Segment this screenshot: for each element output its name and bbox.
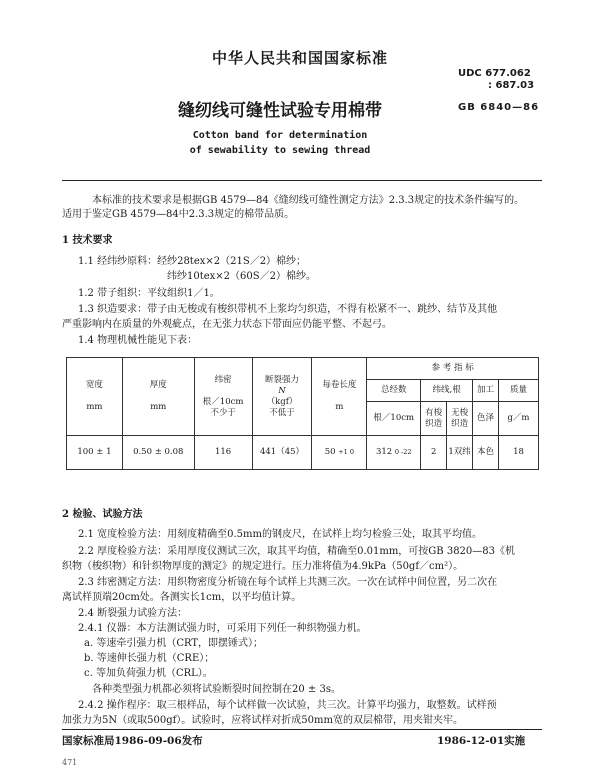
mass-unit: g／m: [499, 402, 539, 436]
value-color: 本色: [473, 436, 499, 470]
issuing-organization: 中华人民共和国国家标准: [211, 49, 388, 67]
col-breaking-strength-header: 断裂强力 N （kgf） 不低于: [252, 358, 312, 436]
clause-2-4-1: 2.4.1 仪器：本方法测试强力时，可采用下列任一种织物强力机。: [78, 623, 367, 634]
intro-line1: 本标准的技术要求是根据GB 4579—84《缝纫线可缝性测定方法》2.3.3规定的技术条件编写的。: [92, 195, 525, 206]
value-breaking-strength: 441（45）: [252, 436, 312, 470]
clause-2-2: 2.2 厚度检验方法：采用厚度仪测试三次，取其平均值，精确至0.01mm，可按GB 3820—83《机: [78, 546, 516, 557]
col-length-header: 每卷长度 m: [312, 358, 367, 436]
length-tolerance: +1 0: [338, 448, 355, 456]
warp-tolerance: 0 -22: [394, 448, 412, 456]
clause-2-4-2: 2.4.2 操作程序：取三根样品，每个试样做一次试验，共三次。计算平均强力，取整数。试样预: [78, 700, 497, 711]
section1-heading: 1 技术要求: [62, 235, 113, 246]
instrument-c: c. 等加负荷强力机（CRL）。: [84, 668, 213, 679]
clause-1-4: 1.4 物理机械性能见下表：: [78, 335, 198, 346]
value-length: 50 +1 0: [312, 436, 367, 470]
clause-2-1: 2.1 宽度检验方法：用刻度精确至0.5mm的钢皮尺，在试样上均匀检验三处，取其平均值。: [78, 529, 482, 540]
header-divider: [62, 180, 542, 181]
clause-2-3-cont: 离试样顶端20cm处。各测实长1cm，以平均值计算。: [62, 592, 302, 603]
english-title-line1: Cotton band for determination: [192, 130, 368, 141]
clause-1-2: 1.2 带子组织：平纹组织1／1。: [78, 288, 220, 299]
instrument-b: b. 等速伸长强力机（CRE）；: [84, 653, 215, 664]
value-thickness: 0.50 ± 0.08: [122, 436, 194, 470]
total-warp-header: 总经数: [367, 380, 421, 402]
issue-date: 国家标准局1986-09-06发布: [62, 735, 203, 747]
udc-code: UDC 677.062: [458, 68, 531, 79]
effective-date: 1986-12-01实施: [437, 735, 526, 747]
clause-1-1-weft: 纬纱10tex×2（60S／2）棉纱。: [167, 271, 316, 282]
col-thickness-header: 厚度 mm: [122, 358, 194, 436]
clause-1-1: 1.1 经纬纱原料：经纱28tex×2（21S／2）棉纱；: [78, 256, 307, 267]
col-weft-density-header: 纬密 根／10cm 不少于: [194, 358, 252, 436]
color-header: 色泽: [473, 402, 499, 436]
clause-1-3: 1.3 织造要求：带子由无梭或有梭织带机不上浆均匀织造，不得有松紧不一、跳纱、结节及其他: [78, 304, 498, 315]
instrument-a: a. 等速牵引强力机（CRT，即摆锤式）；: [84, 638, 263, 649]
standard-number: GB 6840—86: [458, 102, 540, 113]
value-mass: 18: [499, 436, 539, 470]
value-total-warp: 312 0 -22: [367, 436, 421, 470]
udc-code-continued: : 687.03: [488, 80, 535, 91]
document-title: 缝纫线可缝性试验专用棉带: [178, 101, 382, 121]
clause-1-3-cont: 严重影响内在质量的外观疵点，在无张力状态下带面应仍能平整、不起弓。: [62, 319, 392, 330]
section2-heading: 2 检验、试验方法: [62, 509, 143, 520]
clause-2-4-2-cont: 加张力为5N（或取500gf）。试验时，应将试样对折成50mm宽的双层棉带，用夹钳夹牢。: [62, 715, 463, 726]
clause-2-2-cont: 织物（梭织物）和针织物厚度的测定》的规定进行。压力准将值为4.9kPa（50gf／cm²）。: [62, 561, 464, 572]
reference-indices-header: 参 考 指 标: [367, 358, 539, 380]
clause-2-4: 2.4 断裂强力试验方法：: [78, 608, 188, 619]
english-title-line2: of sewability to sewing thread: [189, 145, 371, 156]
processing-header: 加工: [473, 380, 499, 402]
clause-2-3: 2.3 纬密测定方法：用织物密度分析镜在每个试样上共测三次。一次在试样中间位置，另二次在: [78, 577, 498, 588]
intro-line2: 适用于鉴定GB 4579—84中2.3.3规定的棉带品质。: [62, 209, 295, 220]
value-shuttle: 2: [421, 436, 447, 470]
page-number: 471: [62, 758, 78, 767]
shuttleless-header: 无梭 织造: [447, 402, 473, 436]
mass-header: 质量: [499, 380, 539, 402]
value-width: 100 ± 1: [67, 436, 123, 470]
col-width-header: 宽度 mm: [67, 358, 123, 436]
value-shuttleless: 1双纬: [447, 436, 473, 470]
physical-properties-table: [66, 357, 539, 470]
shuttle-header: 有梭 织造: [421, 402, 447, 436]
weft-count-header: 纬线,根: [421, 380, 473, 402]
value-weft-density: 116: [194, 436, 252, 470]
footer-divider: [62, 729, 542, 730]
total-warp-unit: 根／10cm: [367, 402, 421, 436]
clause-2-4-note: 各种类型强力机都必须将试验断裂时间控制在20 ± 3s。: [92, 684, 341, 695]
